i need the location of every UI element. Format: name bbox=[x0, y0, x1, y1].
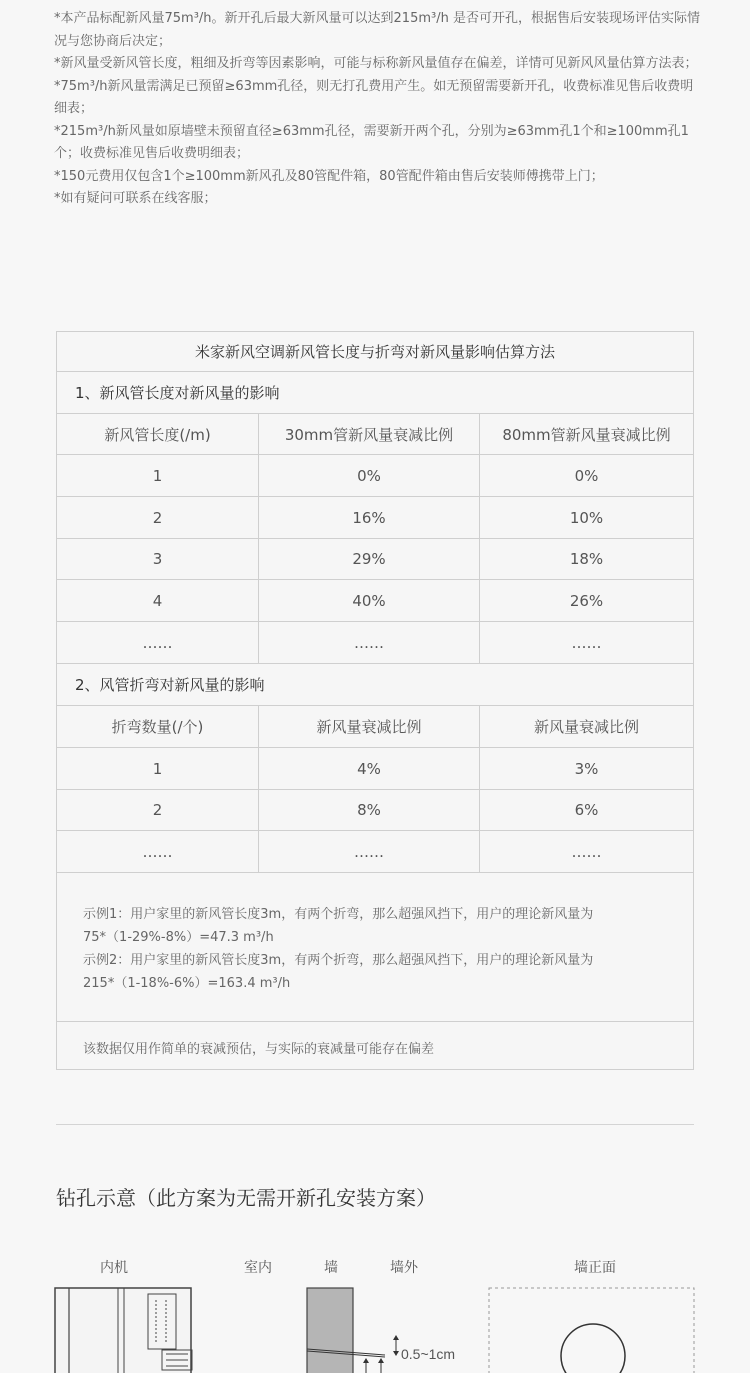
header-cell: 新风管长度(/m) bbox=[57, 414, 259, 454]
label-wall-front: 墙正面 bbox=[574, 1260, 616, 1276]
table-cell: 18% bbox=[569, 550, 604, 568]
table-row bbox=[57, 455, 693, 497]
table-row bbox=[57, 497, 693, 539]
header-cell: 折弯数量(/个) bbox=[57, 706, 259, 747]
table-cell: 4 bbox=[57, 580, 259, 621]
table-header-row bbox=[57, 706, 693, 748]
example-1-line1: 示例1：用户家里的新风管长度3m，有两个折弯，那么超强风挡下，用户的理论新风量为 bbox=[83, 907, 594, 922]
table-cell: …… bbox=[571, 633, 602, 652]
label-indoor: 室内 bbox=[244, 1260, 272, 1276]
table-cell: …… bbox=[259, 831, 480, 872]
section2-heading: 2、风管折弯对新风量的影响 bbox=[57, 664, 693, 706]
table-cell: 3% bbox=[574, 759, 599, 778]
section-divider bbox=[56, 1124, 694, 1125]
note-3: *75m³/h新风量需满足已预留≥63mm孔径，则无打孔费用产生。如无预留需要新开孔，收费标准见售后收费明细表； bbox=[54, 78, 694, 116]
note-6: *如有疑问可联系在线客服； bbox=[54, 191, 217, 206]
table-cell: 2 bbox=[57, 790, 259, 830]
label-wall: 墙 bbox=[324, 1260, 338, 1276]
table-cell: 6% bbox=[574, 801, 599, 819]
table-cell: 4% bbox=[259, 748, 480, 789]
note-2: *新风量受新风管长度，粗细及折弯等因素影响，可能与标称新风量值存在偏差，详情可见新风风量估算方法表； bbox=[54, 56, 698, 71]
table-cell: 40% bbox=[259, 580, 480, 621]
label-indoor-unit: 内机 bbox=[100, 1260, 128, 1276]
drill-title: 钻孔示意（此方案为无需开新孔安装方案） bbox=[56, 1186, 436, 1210]
examples bbox=[57, 873, 693, 1022]
disclaimer: 该数据仅用作简单的衰减预估，与实际的衰减量可能存在偏差 bbox=[83, 1042, 435, 1057]
example-2-line1: 示例2：用户家里的新风管长度3m，有两个折弯，那么超强风挡下，用户的理论新风量为 bbox=[83, 953, 594, 968]
table-row bbox=[57, 790, 693, 831]
indoor-unit-illustration bbox=[55, 1288, 192, 1373]
table-cell: …… bbox=[57, 622, 259, 663]
header-cell: 30mm管新风量衰减比例 bbox=[259, 414, 480, 454]
table-cell: 1 bbox=[57, 748, 259, 789]
table-cell: 2 bbox=[57, 497, 259, 538]
table-cell: 10% bbox=[569, 508, 604, 527]
table-row bbox=[57, 539, 693, 580]
example-2-line2: 215*（1-18%-6%）=163.4 m³/h bbox=[83, 976, 291, 991]
label-outside: 墙外 bbox=[390, 1260, 418, 1276]
wall-section-illustration bbox=[307, 1288, 399, 1373]
table-row bbox=[57, 622, 693, 664]
drill-diagram bbox=[0, 1280, 750, 1373]
table-cell: …… bbox=[571, 842, 602, 861]
table-cell: …… bbox=[259, 622, 480, 663]
table-cell: 16% bbox=[259, 497, 480, 538]
note-5: *150元费用仅包含1个≥100mm新风孔及80管配件箱，80管配件箱由售后安装师傅携带上门； bbox=[54, 168, 604, 184]
notes bbox=[54, 8, 704, 211]
table-title: 米家新风空调新风管长度与折弯对新风量影响估算方法 bbox=[57, 332, 693, 372]
header-cell: 80mm管新风量衰减比例 bbox=[502, 425, 671, 444]
table-cell: 0% bbox=[259, 455, 480, 496]
table-cell: 1 bbox=[57, 455, 259, 496]
table-row bbox=[57, 748, 693, 790]
table-row bbox=[57, 580, 693, 622]
dimension-label: 0.5~1cm bbox=[401, 1346, 456, 1362]
header-cell: 新风量衰减比例 bbox=[259, 706, 480, 747]
table-header-row bbox=[57, 414, 693, 455]
estimation-table bbox=[56, 331, 694, 1070]
note-4: *215m³/h新风量如原墙壁未预留直径≥63mm孔径，需要新开两个孔，分别为≥63mm孔1个和≥100mm孔1个；收费标准见售后收费明细表； bbox=[54, 123, 689, 161]
wall-front-illustration bbox=[489, 1288, 694, 1373]
table-cell: 0% bbox=[574, 466, 599, 485]
example-1-line2: 75*（1-29%-8%）=47.3 m³/h bbox=[83, 930, 274, 945]
section1-heading: 1、新风管长度对新风量的影响 bbox=[57, 372, 693, 414]
header-cell: 新风量衰减比例 bbox=[533, 718, 639, 736]
note-1: *本产品标配新风量75m³/h。新开孔后最大新风量可以达到215m³/h 是否可开孔，根据售后安装现场评估实际情况与您协商后决定； bbox=[54, 11, 700, 49]
table-cell: 29% bbox=[259, 539, 480, 579]
table-row bbox=[57, 831, 693, 873]
table-cell: …… bbox=[57, 831, 259, 872]
table-cell: 3 bbox=[57, 539, 259, 579]
table-cell: 8% bbox=[259, 790, 480, 830]
table-cell: 26% bbox=[569, 591, 604, 610]
